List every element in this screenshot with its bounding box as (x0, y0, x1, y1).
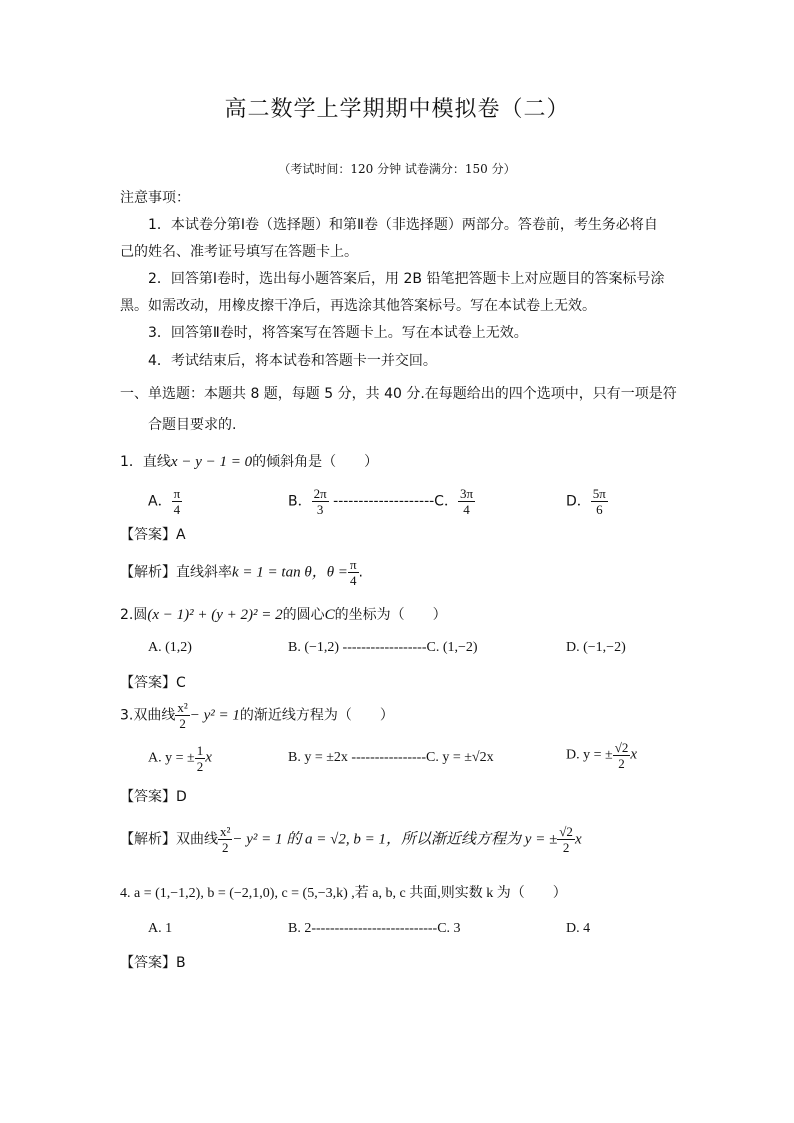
frac-num: √2 (559, 824, 573, 839)
fraction (613, 740, 631, 771)
q2-answer: 【答案】C (120, 675, 186, 691)
q1-option-b-c (288, 486, 475, 517)
option-label: A. y = ± (148, 750, 195, 766)
fraction (312, 486, 329, 517)
frac-num: 2π (313, 486, 327, 501)
fraction (348, 557, 359, 588)
notice-line: 1．本试卷分第Ⅰ卷（选择题）和第Ⅱ卷（非选择题）两部分。答卷前，考生务必将自 (148, 217, 658, 233)
q4-option-d: D. 4 (566, 921, 591, 936)
option-label: D． (566, 493, 591, 510)
notice-line: 2．回答第Ⅰ卷时，选出每小题答案后，用 2B 铅笔把答题卡上对应题目的答案标号涂 (148, 271, 665, 287)
fraction (458, 486, 475, 517)
fraction (591, 486, 608, 517)
option-tail: x (205, 749, 212, 766)
fraction (557, 824, 575, 855)
notice-line: 黑。如需改动，用橡皮擦干净后，再选涂其他答案标号。写在本试卷上无效。 (120, 298, 596, 314)
q1-analysis (120, 557, 363, 588)
fraction (218, 824, 232, 855)
frac-den: 2 (618, 756, 625, 771)
exam-meta: （考试时间：120 分钟 试卷满分：150 分） (278, 162, 516, 176)
frac-num: 5π (592, 486, 606, 501)
q2-option-d: D. (−1,−2) (566, 640, 626, 655)
frac-num: 1 (196, 743, 204, 758)
notice-heading: 注意事项： (120, 190, 190, 206)
q3-stem-prefix: 3.双曲线 (120, 707, 176, 724)
notice-line: 3．回答第Ⅱ卷时，将答案写在答题卡上。写在本试卷上无效。 (148, 325, 528, 341)
fraction (195, 743, 206, 774)
frac-num: √2 (614, 740, 629, 755)
q4-answer: 【答案】B (120, 955, 186, 971)
q3-equation: − y² = 1 (189, 707, 240, 724)
section-heading-cont: 合题目要求的. (148, 417, 237, 433)
frac-den: 3 (316, 502, 324, 517)
notice-line: 己的姓名、准考证号填写在答题卡上。 (120, 244, 358, 260)
q2-stem-mid: 的圆心 (282, 607, 325, 623)
fraction (175, 700, 189, 731)
q2-stem-prefix: 2.圆 (120, 607, 148, 623)
analysis-prefix: 【解析】双曲线 (120, 831, 218, 848)
q1-answer: 【答案】A (120, 527, 186, 543)
q2-stem-suffix: 的坐标为（ ） (334, 607, 447, 623)
frac-num: x² (220, 824, 231, 839)
frac-den: 2 (562, 840, 570, 855)
analysis-end: . (358, 564, 363, 581)
q3-answer: 【答案】D (120, 789, 187, 805)
question-2 (120, 604, 447, 624)
q2-equation: (x − 1)² + (y + 2)² = 2 (147, 607, 283, 623)
option-label: A． (148, 493, 172, 510)
question-3 (120, 700, 394, 731)
analysis-math: − y² = 1 的 a = √2, b = 1，所以渐近线方程为 y = ± (232, 831, 558, 848)
q1-stem-prefix: 1．直线 (120, 454, 171, 470)
notice-line: 4．考试结束后，将本试卷和答题卡一并交回。 (148, 353, 437, 369)
q3-analysis (120, 824, 582, 855)
frac-den: 4 (173, 502, 181, 517)
frac-num: 3π (459, 486, 474, 501)
q3-stem-suffix: 的渐近线方程为（ ） (239, 707, 394, 724)
q4-option-a: A. 1 (148, 921, 173, 936)
option-tail: x (630, 746, 638, 763)
frac-den: 2 (196, 759, 204, 774)
frac-den: 4 (463, 502, 470, 517)
frac-den: 2 (179, 716, 186, 731)
frac-den: 6 (596, 502, 603, 517)
question-1 (120, 451, 378, 471)
q1-stem-suffix: 的倾斜角是（ ） (252, 454, 379, 470)
frac-num: π (173, 486, 181, 501)
frac-den: 2 (221, 840, 229, 855)
q2-option-b-c: B. (−1,2) ------------------C. (1,−2) (288, 640, 478, 655)
section-heading: 一、单选题：本题共 8 题，每题 5 分，共 40 分.在每题给出的四个选项中，只有一项是符 (120, 386, 677, 402)
option-dash: --------------------C． (333, 493, 458, 510)
doc-title: 高二数学上学期期中模拟卷（二） (224, 97, 570, 122)
q3-option-d (566, 740, 637, 771)
fraction (172, 486, 183, 517)
frac-den: 4 (349, 573, 357, 588)
q2-option-a: A. (1,2) (148, 640, 192, 655)
frac-num: π (349, 557, 357, 572)
question-4: 4. a = (1,−1,2), b = (−2,1,0), c = (5,−3,k) ,若 a, b, c 共面,则实数 k 为（ ） (120, 886, 567, 901)
q1-equation: x − y − 1 = 0 (170, 454, 253, 470)
q3-option-a (148, 743, 212, 774)
analysis-tail: x (574, 831, 582, 848)
q4-option-b-c: B. 2---------------------------C. 3 (288, 921, 461, 936)
q1-option-d (566, 486, 608, 517)
analysis-math: k = 1 = tan θ，θ = (232, 564, 348, 581)
q1-option-a (148, 486, 182, 517)
frac-num: x² (177, 700, 188, 715)
q2-point-c: C (324, 607, 335, 623)
option-label: D. y = ± (566, 747, 613, 763)
option-label: B． (288, 493, 312, 510)
q3-option-b-c: B. y = ±2x ----------------C. y = ±√2x (288, 750, 494, 765)
analysis-prefix: 【解析】直线斜率 (120, 564, 232, 581)
